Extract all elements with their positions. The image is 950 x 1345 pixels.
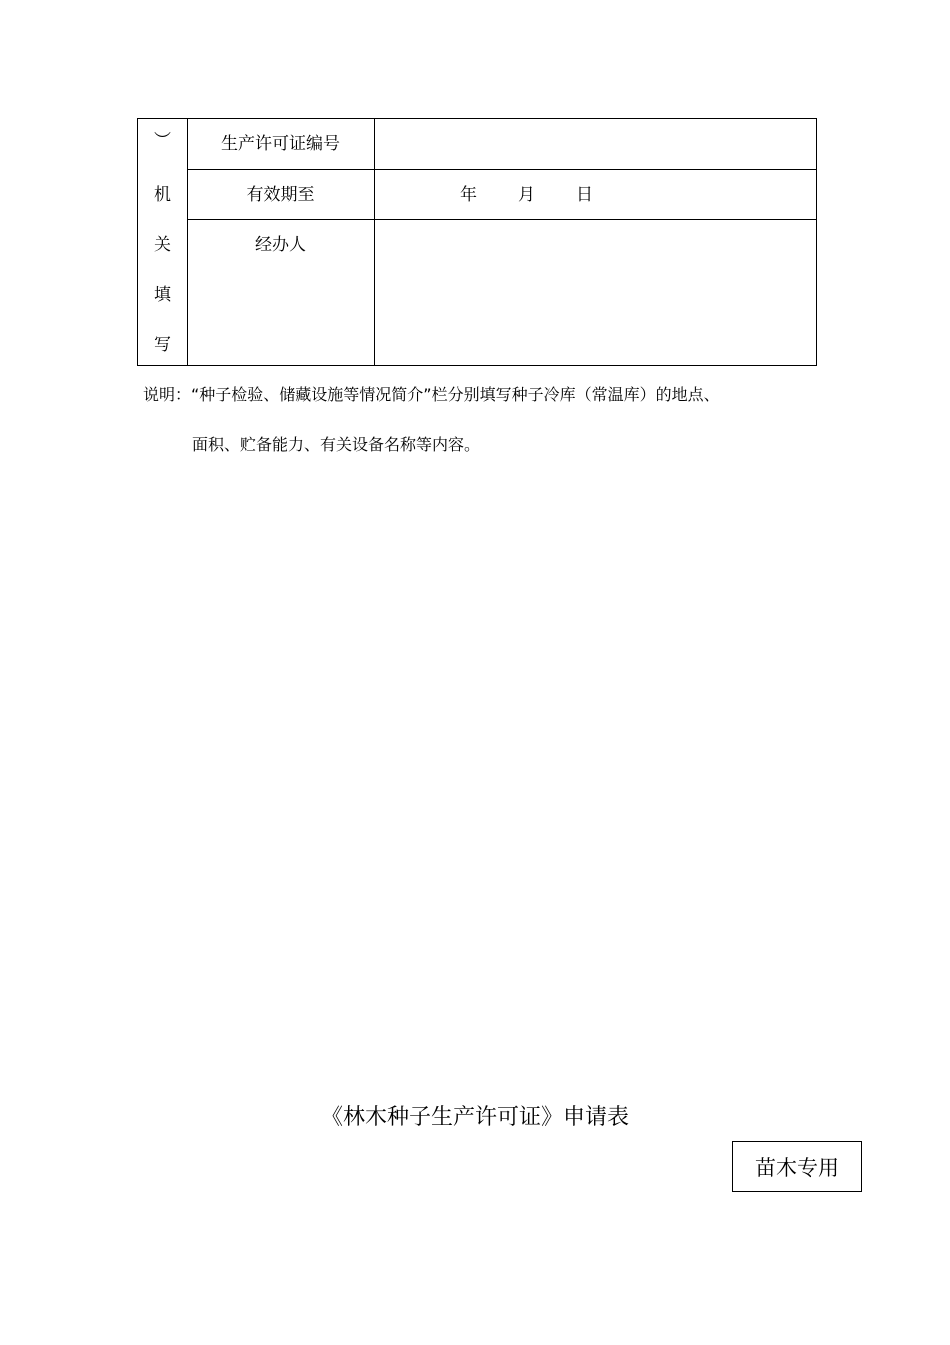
date-month-label: 月 — [518, 185, 535, 205]
side-label-char: 写 — [154, 335, 171, 355]
date-year-label: 年 — [460, 185, 477, 205]
form-title: 《林木种子生产许可证》申请表 — [320, 1105, 629, 1130]
handler-label: 经办人 — [255, 235, 306, 255]
side-label-char: 机 — [154, 185, 171, 205]
badge-label: 苗木专用 — [755, 1155, 839, 1180]
approval-table — [137, 118, 817, 366]
side-label-char: ︶ — [154, 131, 171, 151]
side-label-char: 关 — [154, 235, 171, 255]
note-line-1: 说明：“种子检验、储藏设施等情况简介”栏分别填写种子冷库（常温库）的地点、 — [143, 385, 720, 404]
license-number-label: 生产许可证编号 — [221, 134, 340, 154]
date-day-label: 日 — [576, 185, 593, 205]
row-divider-2 — [187, 219, 816, 220]
nursery-only-badge — [732, 1141, 862, 1192]
row-divider-1 — [187, 169, 816, 170]
note-line-2: 面积、贮备能力、有关设备名称等内容。 — [192, 435, 481, 454]
side-label-char: 填 — [154, 285, 171, 305]
valid-until-label: 有效期至 — [246, 185, 315, 205]
column-divider-right — [374, 119, 375, 365]
